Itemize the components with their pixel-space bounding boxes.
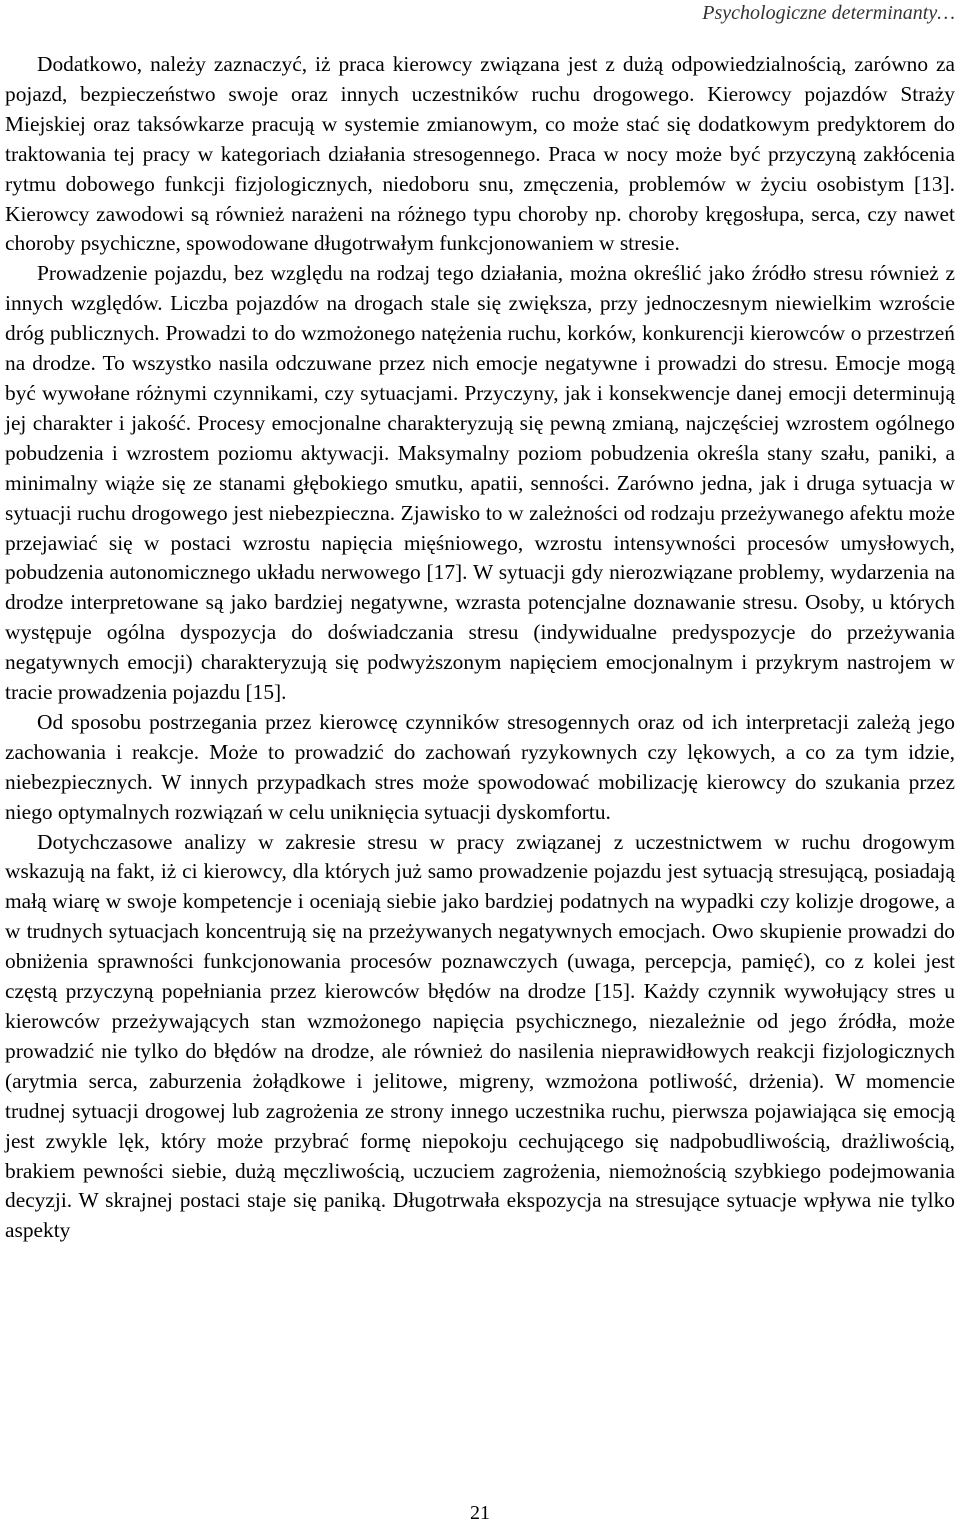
running-header: Psychologiczne determinanty… bbox=[702, 2, 955, 24]
paragraph: Prowadzenie pojazdu, bez względu na rodzaj tego działania, można określić jako źródło stresu również z innych względów. Liczba pojazdów na drogach stale się zwiększa, przy jednoczesnym niewielkim wzroście dróg publicznych. Prowadzi to do wzmożonego natężenia ruchu, korków, konkurencji kierowców o przestrzeń na drodze. To wszystko nasila odczuwane przez nich emocje negatywne i prowadzi do stresu. Emocje mogą być wywołane różnymi czynnikami, czy sytuacjami. Przyczyny, jak i konsekwencje danej emocji determinują jej charakter i jakość. Procesy emocjonalne charakteryzują się pewną zmianą, najczęściej wzrostem ogólnego pobudzenia i wzrostem poziomu aktywacji. Maksymalny poziom pobudzenia określa stany szału, paniki, a minimalny wiąże się ze stanami głębokiego smutku, apatii, senności. Zarówno jedna, jak i druga sytuacja w sytuacji ruchu drogowego jest niebezpieczna. Zjawisko to w zależności od rodzaju przeżywanego afektu może przejawiać się w postaci wzrostu napięcia mięśniowego, wzrostu intensywności procesów umysłowych, pobudzenia autonomicznego układu nerwowego [17]. W sytuacji gdy nierozwiązane problemy, wydarzenia na drodze interpretowane są jako bardziej negatywne, wzrasta potencjalne doznawanie stresu. Osoby, u których występuje ogólna dyspozycja do doświadczania stresu (indywidualne predyspozycje do przeżywania negatywnych emocji) charakteryzują się podwyższonym napięciem emocjonalnym i przykrym nastrojem w tracie prowadzenia pojazdu [15]. bbox=[5, 261, 955, 705]
paragraph: Dodatkowo, należy zaznaczyć, iż praca kierowcy związana jest z dużą odpowiedzialnością, zarówno za pojazd, bezpieczeństwo swoje oraz innych uczestników ruchu drogowego. Kierowcy pojazdów Straży Miejskiej oraz taksówkarze pracują w systemie zmianowym, co może stać się dodatkowym predyktorem do traktowania tej pracy w kategoriach działania stresogennego. Praca w nocy może być przyczyną zakłócenia rytmu dobowego funkcji fizjologicznych, niedoboru snu, zmęczenia, problemów w życiu osobistym [13]. Kierowcy zawodowi są również narażeni na różnego typu choroby np. choroby kręgosłupa, serca, czy nawet choroby psychiczne, spowodowane długotrwałym funkcjonowaniem w stresie. bbox=[5, 52, 955, 256]
paragraph: Od sposobu postrzegania przez kierowcę czynników stresogennych oraz od ich interpretacji zależą jego zachowania i reakcje. Może to prowadzić do zachowań ryzykownych czy lękowych, a co za tym idzie, niebezpiecznych. W innych przypadkach stres może spowodować mobilizację kierowcy do szukania przez niego optymalnych rozwiązań w celu uniknięcia sytuacji dyskomfortu. bbox=[5, 709, 955, 824]
page-number: 21 bbox=[470, 1502, 490, 1524]
paragraph: Dotychczasowe analizy w zakresie stresu w pracy związanej z uczestnictwem w ruchu drogowym wskazują na fakt, iż ci kierowcy, dla których już samo prowadzenie pojazdu jest sytuacją stresującą, posiadają małą wiarę w swoje kompetencje i oceniają siebie jako bardziej podatnych na wypadki czy kolizje drogowe, a w trudnych sytuacjach koncentrują się na przeżywanych negatywnych emocjach. Owo skupienie prowadzi do obniżenia sprawności funkcjonowania procesów poznawczych (uwaga, percepcja, pamięć), co z kolei jest częstą przyczyną popełniania przez kierowców błędów na drodze [15]. Każdy czynnik wywołujący stres u kierowców przeżywających stan wzmożonego napięcia psychicznego, niezależnie od jego źródła, może prowadzić nie tylko do błędów na drodze, ale również do nasilenia nieprawidłowych reakcji fizjologicznych (arytmia serca, zaburzenia żołądkowe i jelitowe, migreny, wzmożona potliwość, drżenia). W momencie trudnej sytuacji drogowej lub zagrożenia ze strony innego uczestnika ruchu, pierwsza pojawiająca się emocją jest zwykle lęk, który może przybrać formę niepokoju cechującego się nadpobudliwością, drażliwością, brakiem pewności siebie, dużą męczliwością, uczuciem zagrożenia, niemożnością szybkiego podejmowania decyzji. W skrajnej postaci staje się paniką. Długotrwała ekspozycja na stresujące sytuacje wpływa nie tylko aspekty bbox=[5, 829, 955, 1243]
body-text bbox=[5, 50, 955, 1246]
